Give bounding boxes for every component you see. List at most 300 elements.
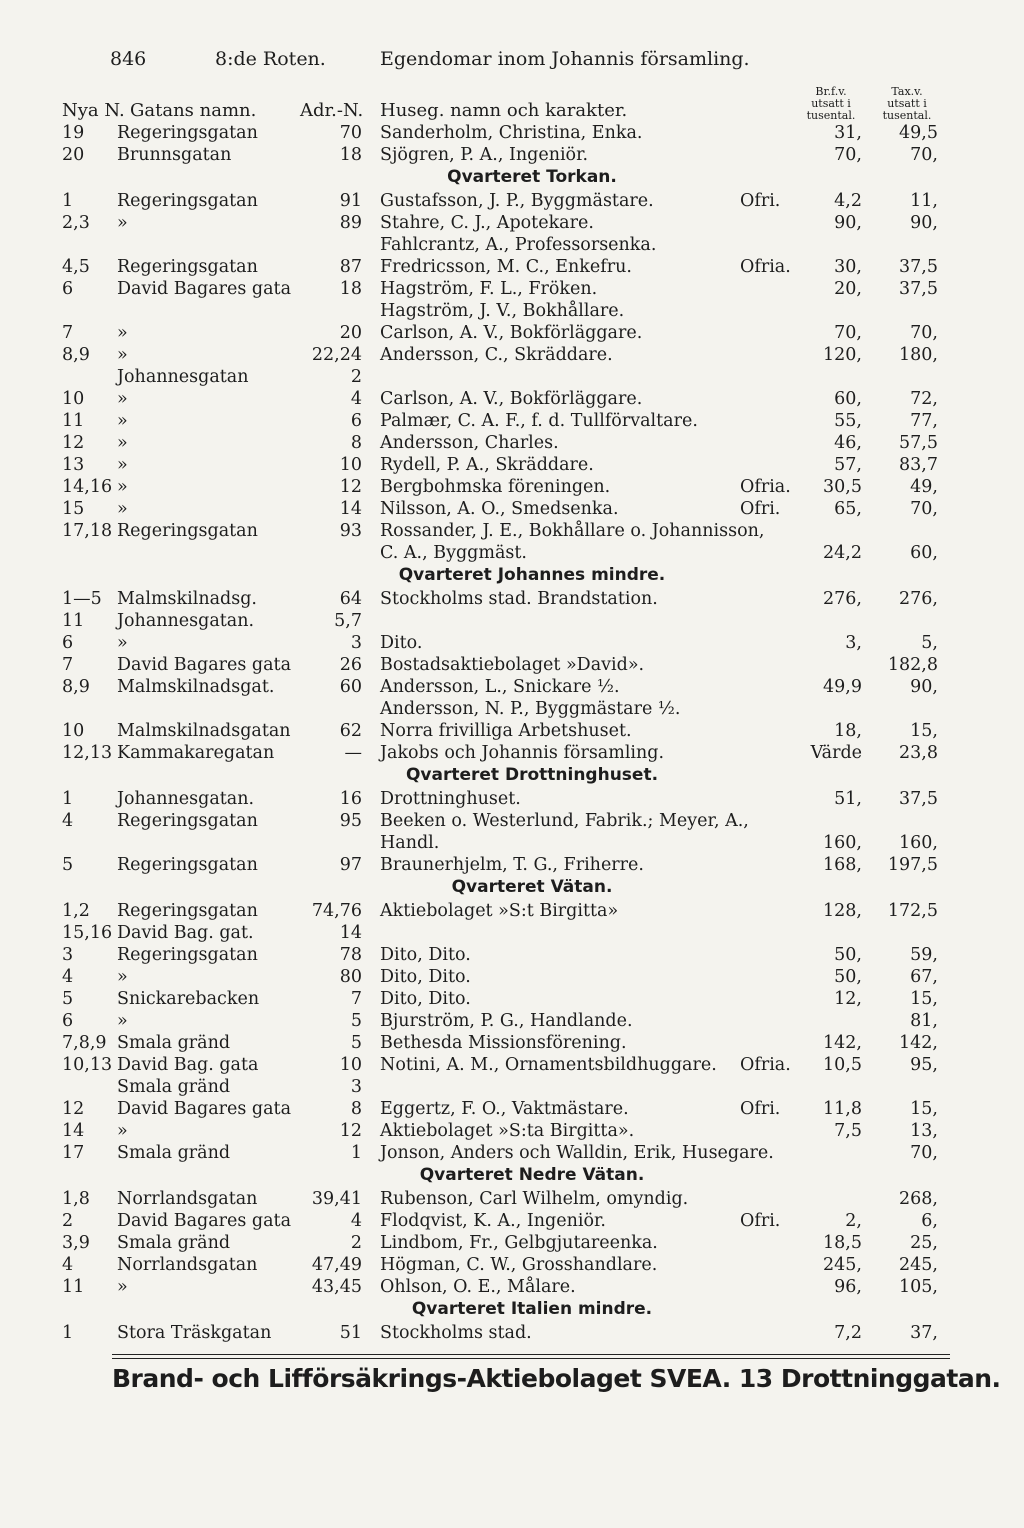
address-number: 5: [350, 1011, 362, 1031]
quarter-heading: [0, 764, 1024, 788]
owner-name: Flodqvist, K. A., Ingeniör.: [380, 1211, 606, 1231]
property-number: 5: [62, 855, 74, 875]
street-name: »: [117, 323, 128, 343]
address-number: 39,41: [311, 1189, 362, 1209]
street-name: »: [117, 455, 128, 475]
property-number: 13: [62, 455, 85, 475]
address-number: 43,45: [311, 1277, 362, 1297]
owner-name: Eggertz, F. O., Vaktmästare.: [380, 1099, 629, 1119]
street-name: Regeringsgatan: [117, 191, 258, 211]
street-name: »: [117, 213, 128, 233]
fire-insurance-value: 12,: [834, 989, 862, 1009]
tax-value: 49,5: [899, 123, 938, 143]
tax-value: 57,5: [899, 433, 938, 453]
quarter-heading: [0, 876, 1024, 900]
property-row: [0, 1188, 1024, 1210]
street-name: Johannesgatan.: [117, 789, 255, 809]
property-row: [0, 498, 1024, 520]
fire-insurance-value: 30,5: [823, 477, 862, 497]
column-headers: [0, 76, 1024, 124]
tax-exemption: Ofri.: [740, 499, 781, 519]
owner-name: Nilsson, A. O., Smedsenka.: [380, 499, 619, 519]
col-brf-title: Br.f.v.: [815, 85, 847, 98]
property-row: [0, 1142, 1024, 1164]
street-name: David Bag. gata Smala gränd: [117, 1055, 259, 1097]
address-number: 10: [339, 455, 362, 475]
owner-name: Carlson, A. V., Bokförläggare.: [380, 323, 643, 343]
quarter-heading: [0, 1298, 1024, 1322]
fire-insurance-value: 128,: [823, 901, 862, 921]
property-row: [0, 1322, 1024, 1344]
street-name: Malmskilnadsgatan: [117, 721, 291, 741]
property-number: 10,13: [62, 1055, 113, 1075]
street-name: »: [117, 499, 128, 519]
street-name: Stora Träskgatan: [117, 1323, 272, 1343]
fire-insurance-value: 46,: [834, 433, 862, 453]
property-number: 12: [62, 1099, 85, 1119]
col-brf: [796, 86, 866, 122]
street-name: Smala gränd: [117, 1143, 231, 1163]
fire-insurance-value: 50,: [834, 945, 862, 965]
property-row: [0, 1010, 1024, 1032]
tax-value: 37,: [910, 1323, 938, 1343]
property-number: 8,9: [62, 677, 90, 697]
address-number: 1: [350, 1143, 362, 1163]
property-number: 14,16: [62, 477, 113, 497]
owner-name: Notini, A. M., Ornamentsbildhuggare.: [380, 1055, 717, 1075]
page-title: Egendomar inom Johannis församling.: [380, 48, 750, 70]
owner-name: Braunerhjelm, T. G., Friherre.: [380, 855, 644, 875]
fire-insurance-value: 60,: [834, 389, 862, 409]
address-number: 4: [350, 1211, 362, 1231]
property-number: 4,5 6: [62, 257, 90, 299]
owner-name: Aktiebolaget »S:t Birgitta»: [380, 901, 619, 921]
property-row: [0, 190, 1024, 212]
quarter-heading: [0, 564, 1024, 588]
fire-insurance-value: 49,9: [823, 677, 862, 697]
page-number: 846: [110, 48, 147, 70]
tax-value: 15,: [910, 1099, 938, 1119]
address-number: 12: [339, 1121, 362, 1141]
address-number: 87 18: [339, 257, 362, 299]
property-number: 20: [62, 145, 85, 165]
tax-value: 37,5 37,5: [899, 257, 938, 299]
property-row: [0, 388, 1024, 410]
property-number: 4: [62, 811, 74, 831]
address-number: 47,49: [311, 1255, 362, 1275]
col-tax-sub: utsatt i tusental.: [882, 97, 932, 122]
property-row: [0, 1254, 1024, 1276]
street-name: Malmskilnadsg. Johannesgatan.: [117, 589, 257, 631]
property-row: [0, 588, 1024, 632]
tax-value: 59,: [910, 945, 938, 965]
property-row: [0, 454, 1024, 476]
property-row: [0, 1276, 1024, 1298]
col-tax-title: Tax.v.: [891, 85, 923, 98]
property-row: [0, 742, 1024, 764]
fire-insurance-value: 90,: [834, 213, 862, 233]
tax-value: 5,: [921, 633, 938, 653]
owner-name: Jonson, Anders och Walldin, Erik, Husegare.: [380, 1143, 774, 1163]
property-row: [0, 632, 1024, 654]
street-name: Regeringsgatan: [117, 811, 258, 831]
owner-name: Andersson, C., Skräddare.: [380, 345, 613, 365]
fire-insurance-value: 120,: [823, 345, 862, 365]
tax-value: 67,: [910, 967, 938, 987]
tax-value: 6,: [921, 1211, 938, 1231]
tax-value: 268,: [899, 1189, 938, 1209]
property-number: 2: [62, 1211, 74, 1231]
fire-insurance-value: 30, 20,: [834, 257, 862, 299]
property-row: [0, 944, 1024, 966]
street-name: Regeringsgatan David Bagares gata: [117, 257, 292, 299]
quarter-name: Qvarteret Nedre Vätan.: [419, 1165, 645, 1185]
street-name: David Bagares gata: [117, 1099, 292, 1119]
property-row: [0, 720, 1024, 742]
street-name: »: [117, 633, 128, 653]
fire-insurance-value: 7,5: [834, 1121, 862, 1141]
address-number: 62: [339, 721, 362, 741]
tax-value: 90,: [910, 677, 938, 697]
property-number: 17: [62, 1143, 85, 1163]
address-number: —: [344, 743, 362, 763]
street-name: »: [117, 967, 128, 987]
owner-name: Stockholms stad.: [380, 1323, 532, 1343]
property-number: 4: [62, 1255, 74, 1275]
owner-name: Andersson, Charles.: [380, 433, 559, 453]
street-name: Brunnsgatan: [117, 145, 232, 165]
property-number: 1,8: [62, 1189, 90, 1209]
owner-name: Dito, Dito.: [380, 967, 471, 987]
owner-name: Beeken o. Westerlund, Fabrik.; Meyer, A., Handl.: [380, 811, 749, 853]
fire-insurance-value: 276,: [823, 589, 862, 609]
street-name: » Johannesgatan: [117, 345, 249, 387]
property-row: [0, 810, 1024, 854]
property-list: [0, 122, 1024, 1344]
property-row: [0, 144, 1024, 166]
property-number: 14: [62, 1121, 85, 1141]
tax-exemption: Ofria.: [740, 1055, 791, 1075]
col-nr: Nya N.: [62, 100, 125, 121]
property-row: [0, 788, 1024, 810]
address-number: 8: [350, 1099, 362, 1119]
fire-insurance-value: 18,: [834, 721, 862, 741]
tax-value: 25,: [910, 1233, 938, 1253]
quarter-name: Qvarteret Vätan.: [451, 877, 613, 897]
property-row: [0, 432, 1024, 454]
street-name: Malmskilnadsgat.: [117, 677, 275, 697]
page-header: [0, 48, 1024, 78]
address-number: 10 3: [339, 1055, 362, 1097]
fire-insurance-value: 142,: [823, 1033, 862, 1053]
fire-insurance-value: 18,5: [823, 1233, 862, 1253]
street-name: Regeringsgatan: [117, 855, 258, 875]
address-number: 12: [339, 477, 362, 497]
street-name: »: [117, 389, 128, 409]
property-row: [0, 1032, 1024, 1054]
tax-exemption: Ofri.: [740, 1211, 781, 1231]
owner-name: Bergbohmska föreningen.: [380, 477, 611, 497]
owner-name: Stockholms stad. Brandstation.: [380, 589, 658, 609]
owner-name: Bjurström, P. G., Handlande.: [380, 1011, 633, 1031]
tax-value: 197,5: [887, 855, 938, 875]
tax-value: 81,: [910, 1011, 938, 1031]
address-number: 18: [339, 145, 362, 165]
owner-name: Drottninghuset.: [380, 789, 521, 809]
owner-name: Fahlcrantz, A., Professorsenka. Fredricsson, M. C., Enkefru. Hagström, F. L., Fröken. Hagström, J. V., Bokhållare.: [380, 235, 657, 321]
property-row: [0, 212, 1024, 234]
property-number: 15: [62, 499, 85, 519]
street-name: Smala gränd: [117, 1233, 231, 1253]
property-number: 10: [62, 721, 85, 741]
tax-value: 70,: [910, 323, 938, 343]
quarter-name: Qvarteret Drottninghuset.: [405, 765, 659, 785]
owner-name: Bethesda Missionsförening.: [380, 1033, 627, 1053]
address-number: 51: [339, 1323, 362, 1343]
property-number: 1,2 15,16: [62, 901, 113, 943]
owner-name: Gustafsson, J. P., Byggmästare.: [380, 191, 654, 211]
address-number: 8: [350, 433, 362, 453]
tax-value: 70,: [910, 145, 938, 165]
owner-name: Aktiebolaget »S:ta Birgitta».: [380, 1121, 635, 1141]
tax-value: 77,: [910, 411, 938, 431]
property-number: 1: [62, 789, 74, 809]
tax-value: 90,: [910, 213, 938, 233]
property-number: 11: [62, 411, 85, 431]
owner-name: Stahre, C. J., Apotekare.: [380, 213, 594, 233]
owner-name: Dito, Dito.: [380, 945, 471, 965]
quarter-name: Qvarteret Italien mindre.: [411, 1299, 653, 1319]
property-number: 11: [62, 1277, 85, 1297]
property-row: [0, 1210, 1024, 1232]
property-row: [0, 676, 1024, 720]
property-row: [0, 410, 1024, 432]
quarter-name: Qvarteret Torkan.: [447, 167, 617, 187]
address-number: 5: [350, 1033, 362, 1053]
footer-rule-top: [112, 1354, 950, 1355]
quarter-name: Qvarteret Johannes mindre.: [398, 565, 666, 585]
address-number: 2: [350, 1233, 362, 1253]
tax-value: 160,: [899, 833, 938, 853]
address-number: 70: [339, 123, 362, 143]
address-number: 78: [339, 945, 362, 965]
tax-value: 142,: [899, 1033, 938, 1053]
address-number: 80: [339, 967, 362, 987]
fire-insurance-value: 11,8: [823, 1099, 862, 1119]
tax-value: 11,: [910, 191, 938, 211]
address-number: 64 5,7: [334, 589, 362, 631]
address-number: 60: [339, 677, 362, 697]
property-number: 6: [62, 1011, 74, 1031]
tax-value: 37,5: [899, 789, 938, 809]
street-name: Norrlandsgatan: [117, 1255, 258, 1275]
property-number: 3,9: [62, 1233, 90, 1253]
property-row: [0, 854, 1024, 876]
street-name: Kammakaregatan: [117, 743, 275, 763]
address-number: 91: [339, 191, 362, 211]
tax-value: 72,: [910, 389, 938, 409]
col-brf-sub: utsatt i tusental.: [806, 97, 856, 122]
tax-value: 182,8: [887, 655, 938, 675]
street-name: Regeringsgatan David Bag. gat.: [117, 901, 258, 943]
street-name: Regeringsgatan: [117, 521, 258, 541]
owner-name: Dito.: [380, 633, 423, 653]
address-number: 95: [339, 811, 362, 831]
owner-name: Palmær, C. A. F., f. d. Tullförvaltare.: [380, 411, 698, 431]
address-number: 14: [339, 499, 362, 519]
tax-value: 15,: [910, 989, 938, 1009]
fire-insurance-value: 2,: [845, 1211, 862, 1231]
fire-insurance-value: Värde: [810, 743, 862, 763]
tax-exemption: Ofri.: [740, 191, 781, 211]
property-row: [0, 966, 1024, 988]
col-street: Gatans namn.: [130, 100, 257, 121]
street-name: »: [117, 433, 128, 453]
street-name: »: [117, 1277, 128, 1297]
property-row: [0, 1054, 1024, 1098]
tax-value: 180,: [899, 345, 938, 365]
property-number: 12,13: [62, 743, 113, 763]
tax-value: 49,: [910, 477, 938, 497]
tax-exemption: Ofri.: [740, 1099, 781, 1119]
address-number: 26: [339, 655, 362, 675]
property-number: 7,8,9: [62, 1033, 107, 1053]
street-name: »: [117, 1121, 128, 1141]
owner-name: Andersson, L., Snickare ½. Andersson, N. P., Byggmästare ½.: [380, 677, 681, 719]
quarter-heading: [0, 166, 1024, 190]
property-row: [0, 988, 1024, 1010]
property-row: [0, 234, 1024, 322]
property-row: [0, 476, 1024, 498]
tax-value: 13,: [910, 1121, 938, 1141]
fire-insurance-value: 70,: [834, 145, 862, 165]
tax-value: 23,8: [899, 743, 938, 763]
fire-insurance-value: 70,: [834, 323, 862, 343]
col-addr: Adr.-N.: [300, 100, 364, 121]
owner-name: Rydell, P. A., Skräddare.: [380, 455, 594, 475]
street-name: »: [117, 1011, 128, 1031]
property-row: [0, 654, 1024, 676]
tax-value: 276,: [899, 589, 938, 609]
address-number: 4: [350, 389, 362, 409]
fire-insurance-value: 57,: [834, 455, 862, 475]
fire-insurance-value: 24,2: [823, 543, 862, 563]
fire-insurance-value: 160,: [823, 833, 862, 853]
owner-name: Rossander, J. E., Bokhållare o. Johannisson, C. A., Byggmäst.: [380, 521, 765, 563]
fire-insurance-value: 96,: [834, 1277, 862, 1297]
street-name: David Bagares gata: [117, 655, 292, 675]
address-number: 22,24 2: [311, 345, 362, 387]
owner-name: Carlson, A. V., Bokförläggare.: [380, 389, 643, 409]
owner-name: Sjögren, P. A., Ingeniör.: [380, 145, 589, 165]
property-row: [0, 520, 1024, 564]
property-number: 5: [62, 989, 74, 1009]
street-name: Regeringsgatan: [117, 945, 258, 965]
street-name: Snickarebacken: [117, 989, 260, 1009]
footer-advert: Brand- och Lifförsäkrings-Aktiebolaget SVEA. 13 Drottninggatan.: [112, 1364, 1001, 1393]
property-row: [0, 1098, 1024, 1120]
tax-value: 105,: [899, 1277, 938, 1297]
tax-value: 15,: [910, 721, 938, 741]
property-number: 7: [62, 323, 74, 343]
property-number: 12: [62, 433, 85, 453]
fire-insurance-value: 3,: [845, 633, 862, 653]
tax-value: 60,: [910, 543, 938, 563]
owner-name: Lindbom, Fr., Gelbgjutareenka.: [380, 1233, 658, 1253]
property-number: 10: [62, 389, 85, 409]
address-number: 97: [339, 855, 362, 875]
fire-insurance-value: 10,5: [823, 1055, 862, 1075]
street-name: Norrlandsgatan: [117, 1189, 258, 1209]
tax-value: 245,: [899, 1255, 938, 1275]
owner-name: Sanderholm, Christina, Enka.: [380, 123, 643, 143]
fire-insurance-value: 51,: [834, 789, 862, 809]
address-number: 6: [350, 411, 362, 431]
footer-rule-bottom: [112, 1358, 950, 1359]
owner-name: Norra frivilliga Arbetshuset.: [380, 721, 632, 741]
street-name: Regeringsgatan: [117, 123, 258, 143]
fire-insurance-value: 50,: [834, 967, 862, 987]
property-number: 7: [62, 655, 74, 675]
street-name: »: [117, 477, 128, 497]
tax-value: 70,: [910, 1143, 938, 1163]
fire-insurance-value: 7,2: [834, 1323, 862, 1343]
property-number: 19: [62, 123, 85, 143]
tax-exemption: Ofria.: [740, 257, 791, 277]
col-owner: Huseg. namn och karakter.: [380, 100, 628, 121]
tax-exemption: Ofria.: [740, 477, 791, 497]
fire-insurance-value: 4,2: [834, 191, 862, 211]
property-row: [0, 322, 1024, 344]
address-number: 16: [339, 789, 362, 809]
property-number: 1: [62, 191, 74, 211]
address-number: 20: [339, 323, 362, 343]
property-row: [0, 1232, 1024, 1254]
col-tax: [872, 86, 942, 122]
fire-insurance-value: 168,: [823, 855, 862, 875]
owner-name: Rubenson, Carl Wilhelm, omyndig.: [380, 1189, 689, 1209]
property-number: 8,9: [62, 345, 90, 365]
property-number: 2,3: [62, 213, 90, 233]
address-number: 89: [339, 213, 362, 233]
owner-name: Bostadsaktiebolaget »David».: [380, 655, 645, 675]
property-row: [0, 122, 1024, 144]
property-number: 3: [62, 945, 74, 965]
street-name: David Bagares gata: [117, 1211, 292, 1231]
owner-name: Ohlson, O. E., Målare.: [380, 1277, 576, 1297]
fire-insurance-value: 31,: [834, 123, 862, 143]
tax-value: 70,: [910, 499, 938, 519]
street-name: »: [117, 411, 128, 431]
owner-name: Högman, C. W., Grosshandlare.: [380, 1255, 658, 1275]
street-name: Smala gränd: [117, 1033, 231, 1053]
address-number: 93: [339, 521, 362, 541]
address-number: 74,76 14: [311, 901, 362, 943]
tax-value: 172,5: [887, 901, 938, 921]
address-number: 3: [350, 633, 362, 653]
property-row: [0, 1120, 1024, 1142]
quarter-heading: [0, 1164, 1024, 1188]
owner-name: Dito, Dito.: [380, 989, 471, 1009]
tax-value: 83,7: [899, 455, 938, 475]
property-number: 17,18: [62, 521, 113, 541]
fire-insurance-value: 245,: [823, 1255, 862, 1275]
property-row: [0, 900, 1024, 944]
property-number: 1: [62, 1323, 74, 1343]
fire-insurance-value: 65,: [834, 499, 862, 519]
owner-name: Jakobs och Johannis församling.: [380, 743, 665, 763]
property-number: 1—5 11: [62, 589, 102, 631]
